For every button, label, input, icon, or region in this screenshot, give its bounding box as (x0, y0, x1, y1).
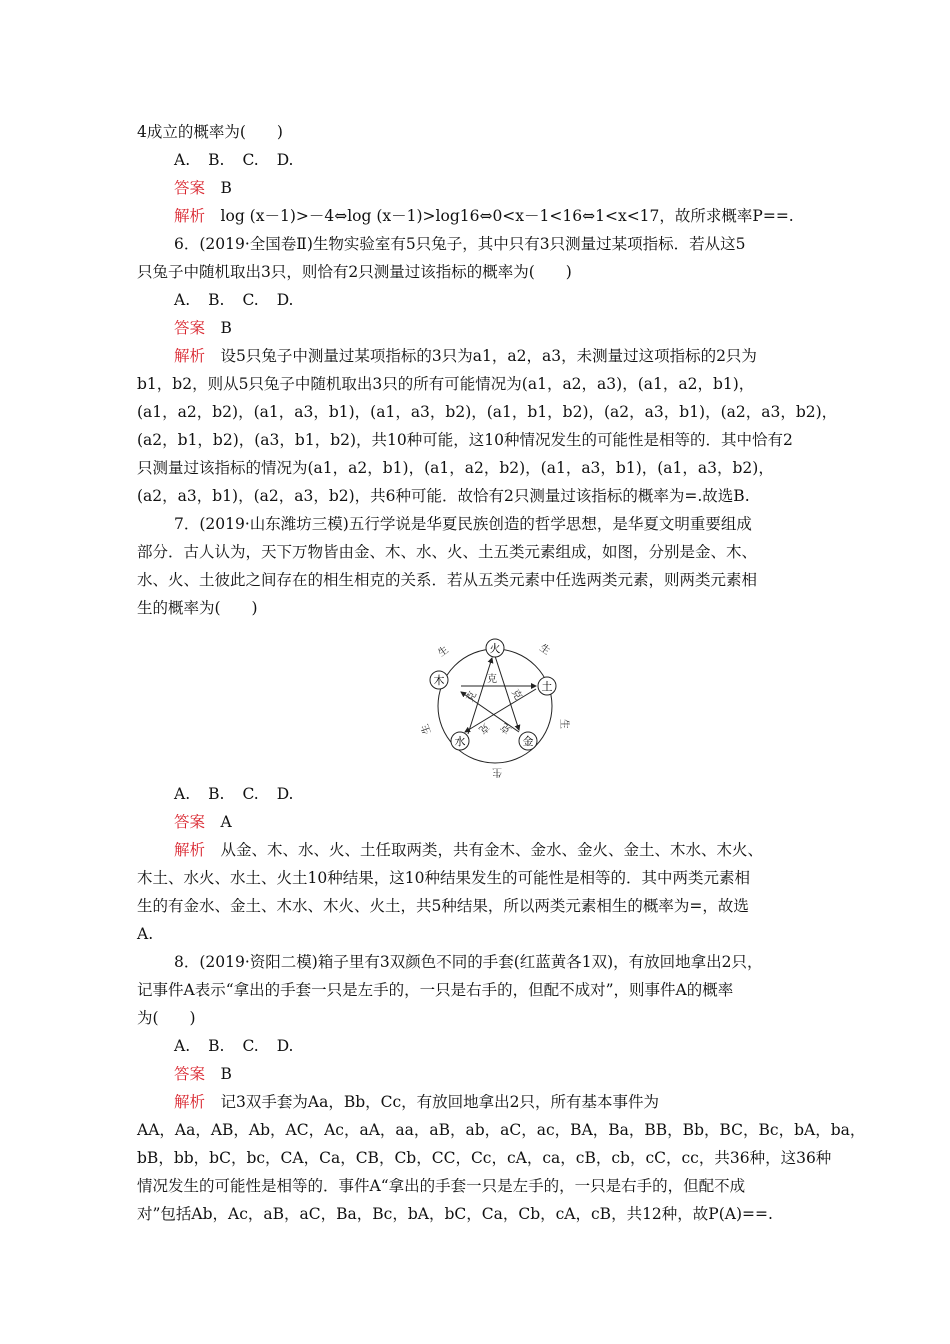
q7-stem-line: 生的概率为( ) (137, 599, 258, 617)
option-a: A. (174, 1037, 191, 1055)
q6-analysis-line: (a2，a3，b1)，(a2，a3，b2)，共6种可能．故恰有2只测量过该指标的概率为=.故选B. (137, 487, 750, 505)
option-a: A. (174, 291, 191, 309)
wood-node (430, 671, 448, 689)
q6-analysis-line: 只测量过该指标的情况为(a1，a2，b1)，(a1，a2，b2)，(a1，a3，b1)，(a1，a3，b2)， (137, 459, 774, 477)
q8-options (174, 1036, 312, 1056)
q8-analysis-line: 对”包括Ab，Ac，aB，aC，Ba，Bc，bA，bC，Ca，Cb，cA，cB，共12种，故P(A)==. (137, 1205, 773, 1223)
metal-label: 金 (522, 735, 534, 748)
q7-stem-line: 部分．古人认为，天下万物皆由金、木、水、火、土五类元素组成，如图，分别是金、木、 (137, 543, 758, 561)
generate-label: 生 (558, 719, 569, 729)
q7-analysis-line: A. (137, 925, 154, 943)
water-label: 水 (454, 735, 466, 748)
generate-label: 生 (419, 722, 434, 736)
q7-stem-line: 水、火、土彼此之间存在的相生相克的关系．若从五类元素中任选两类元素，则两类元素相 (137, 571, 758, 589)
analysis-text: 设5只兔子中测量过某项指标的3只为a1，a2，a3，未测量过这项指标的2只为 (220, 347, 757, 365)
q8-analysis-line: bB，bb，bC，bc，CA，Ca，CB，Cb，CC，Cc，cA，ca，cB，cb，cC，cc，共36种，这36种 (137, 1149, 832, 1167)
analysis-label: 解析 (174, 1093, 206, 1111)
option-c: C. (242, 785, 259, 803)
option-a: A. (174, 151, 191, 169)
q6-analysis-line: (a2，b1，b2)，(a3，b1，b2)，共10种可能，这10种情况发生的可能性是相等的．其中恰有2 (137, 431, 793, 449)
q5-options (174, 150, 312, 170)
q7-analysis (174, 840, 763, 860)
overcome-label: 克 (499, 720, 514, 736)
q5-stem: 4成立的概率为( ) (137, 123, 283, 141)
answer-label: 答案 (174, 813, 206, 831)
option-c: C. (242, 1037, 259, 1055)
option-b: B. (208, 1037, 225, 1055)
q7-analysis-line: 生的有金水、金土、木水、木火、火土，共5种结果，所以两类元素相生的概率为=，故选 (137, 897, 749, 915)
q8-analysis-line: AA，Aa，AB，Ab，AC，Ac，aA，aa，aB，ab，aC，ac，BA，Ba，BB，Bb，BC，Bc，bA，ba， (137, 1121, 866, 1139)
answer-value: B (220, 179, 232, 197)
overcome-label: 克 (487, 674, 497, 685)
option-d: D. (276, 785, 294, 803)
fire-node (486, 639, 504, 657)
overcome-label: 克 (476, 720, 491, 736)
q8-stem-line: 为( ) (137, 1009, 196, 1027)
generate-label: 生 (436, 644, 451, 660)
water-node (451, 732, 469, 750)
analysis-label: 解析 (174, 841, 206, 859)
answer-value: B (220, 319, 232, 337)
overcome-label: 克 (508, 687, 524, 702)
option-d: D. (276, 1037, 294, 1055)
q7-options (174, 784, 312, 804)
fire-label: 火 (489, 642, 501, 655)
q6-options (174, 290, 312, 310)
q7-analysis-line: 木土、水火、水土、火土10种结果，这10种结果发生的可能性是相等的．其中两类元素相 (137, 869, 750, 887)
option-c: C. (242, 291, 259, 309)
generate-label: 生 (537, 642, 552, 658)
q5-answer (174, 178, 232, 198)
answer-value: A (220, 813, 232, 831)
analysis-label: 解析 (174, 347, 206, 365)
five-elements-diagram (415, 628, 575, 778)
option-b: B. (208, 785, 225, 803)
analysis-label: 解析 (174, 207, 206, 225)
q6-analysis (174, 346, 757, 366)
option-b: B. (208, 291, 225, 309)
q6-stem-line: 6．(2019·全国卷Ⅱ)生物实验室有5只兔子，其中只有3只测量过某项指标．若从这5 (174, 235, 746, 253)
q8-analysis (174, 1092, 659, 1112)
q8-stem-line: 8．(2019·资阳二模)箱子里有3双颜色不同的手套(红蓝黄各1双)，有放回地拿出2只， (174, 953, 763, 971)
overcome-label: 克 (464, 689, 480, 704)
option-d: D. (276, 151, 294, 169)
q6-analysis-line: b1，b2，则从5只兔子中随机取出3只的所有可能情况为(a1，a2，a3)，(a1，a2，b1)， (137, 375, 755, 393)
q7-stem-line: 7．(2019·山东潍坊三模)五行学说是华夏民族创造的哲学思想，是华夏文明重要组成 (174, 515, 752, 533)
earth-label: 土 (541, 680, 553, 693)
answer-label: 答案 (174, 1065, 206, 1083)
analysis-text: 从金、木、水、火、土任取两类，共有金木、金水、金火、金土、木水、木火、 (220, 841, 764, 859)
option-b: B. (208, 151, 225, 169)
metal-node (519, 732, 537, 750)
analysis-text: 记3双手套为Aa，Bb，Cc，有放回地拿出2只，所有基本事件为 (220, 1093, 660, 1111)
analysis-text: log (x－1)>－4⇔log (x－1)>log16⇔0<x－1<16⇔1<x<17，故所求概率P==. (220, 207, 794, 225)
q8-analysis-line: 情况发生的可能性是相等的．事件A“拿出的手套一只是左手的，一只是右手的，但配不成 (137, 1177, 746, 1195)
q6-answer (174, 318, 232, 338)
earth-node (538, 677, 556, 695)
q8-answer (174, 1064, 232, 1084)
answer-label: 答案 (174, 319, 206, 337)
generate-label: 生 (492, 766, 502, 777)
option-a: A. (174, 785, 191, 803)
option-d: D. (276, 291, 294, 309)
q7-answer (174, 812, 232, 832)
option-c: C. (242, 151, 259, 169)
q6-stem-line: 只兔子中随机取出3只，则恰有2只测量过该指标的概率为( ) (137, 263, 572, 281)
q6-analysis-line: (a1，a2，b2)，(a1，a3，b1)，(a1，a3，b2)，(a1，b1，b2)，(a2，a3，b1)，(a2，a3，b2)， (137, 403, 838, 421)
answer-value: B (220, 1065, 232, 1083)
q5-analysis (174, 206, 794, 226)
q8-stem-line: 记事件A表示“拿出的手套一只是左手的，一只是右手的，但配不成对”，则事件A的概率 (137, 981, 734, 999)
wood-label: 木 (433, 674, 445, 687)
answer-label: 答案 (174, 179, 206, 197)
